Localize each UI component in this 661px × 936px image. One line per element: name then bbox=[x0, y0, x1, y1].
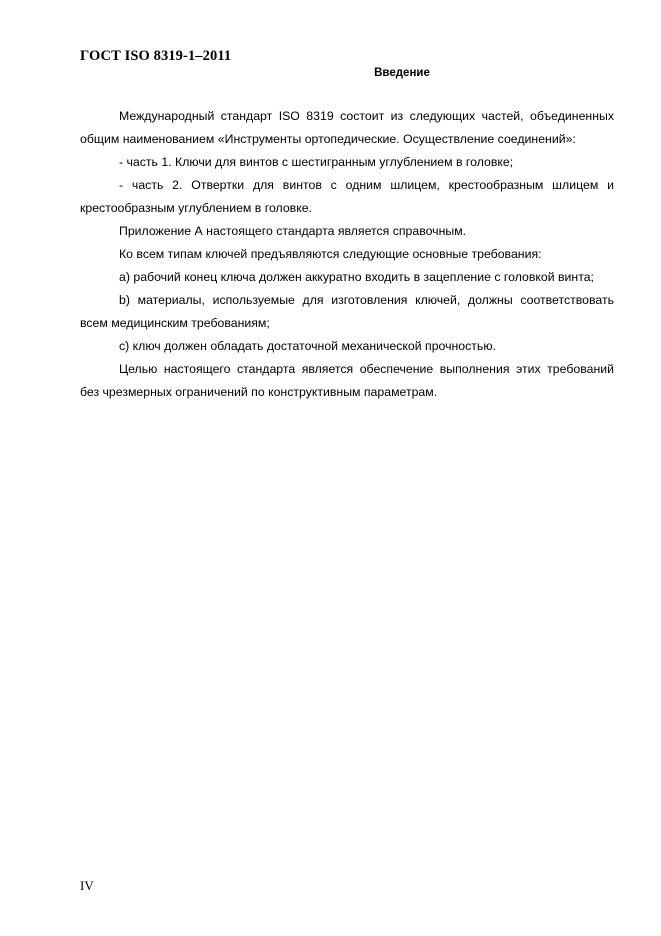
paragraph-annex: Приложение А настоящего стандарта является справочным. bbox=[119, 224, 467, 238]
requirement-b: b) материалы, используемые для изготовления ключей, должны соответствовать всем медицинским требованиям; bbox=[80, 293, 614, 330]
document-header-id: ГОСТ ISO 8319-1–2011 bbox=[80, 48, 232, 64]
paragraph-requirements: Ко всем типам ключей предъявляются следующие основные требования: bbox=[119, 247, 542, 261]
list-item-part-2: - часть 2. Отвертки для винтов с одним шлицем, крестообразным шлицем и крестообразным углублением в головке. bbox=[80, 178, 614, 215]
document-body bbox=[80, 105, 614, 404]
requirement-c: с) ключ должен обладать достаточной механической прочностью. bbox=[119, 339, 496, 353]
paragraph-purpose: Целью настоящего стандарта является обеспечение выполнения этих требований без чрезмерных ограничений по конструктивным параметрам. bbox=[80, 362, 614, 399]
section-title: Введение bbox=[374, 67, 430, 79]
page-number: IV bbox=[80, 878, 94, 893]
paragraph-intro: Международный стандарт ISO 8319 состоит из следующих частей, объединенных общим наименованием «Инструменты ортопедические. Осуществление соединений»: bbox=[80, 109, 614, 146]
list-item-part-1: - часть 1. Ключи для винтов с шестигранным углублением в головке; bbox=[119, 155, 514, 169]
requirement-a: а) рабочий конец ключа должен аккуратно входить в зацепление с головкой винта; bbox=[119, 270, 594, 284]
